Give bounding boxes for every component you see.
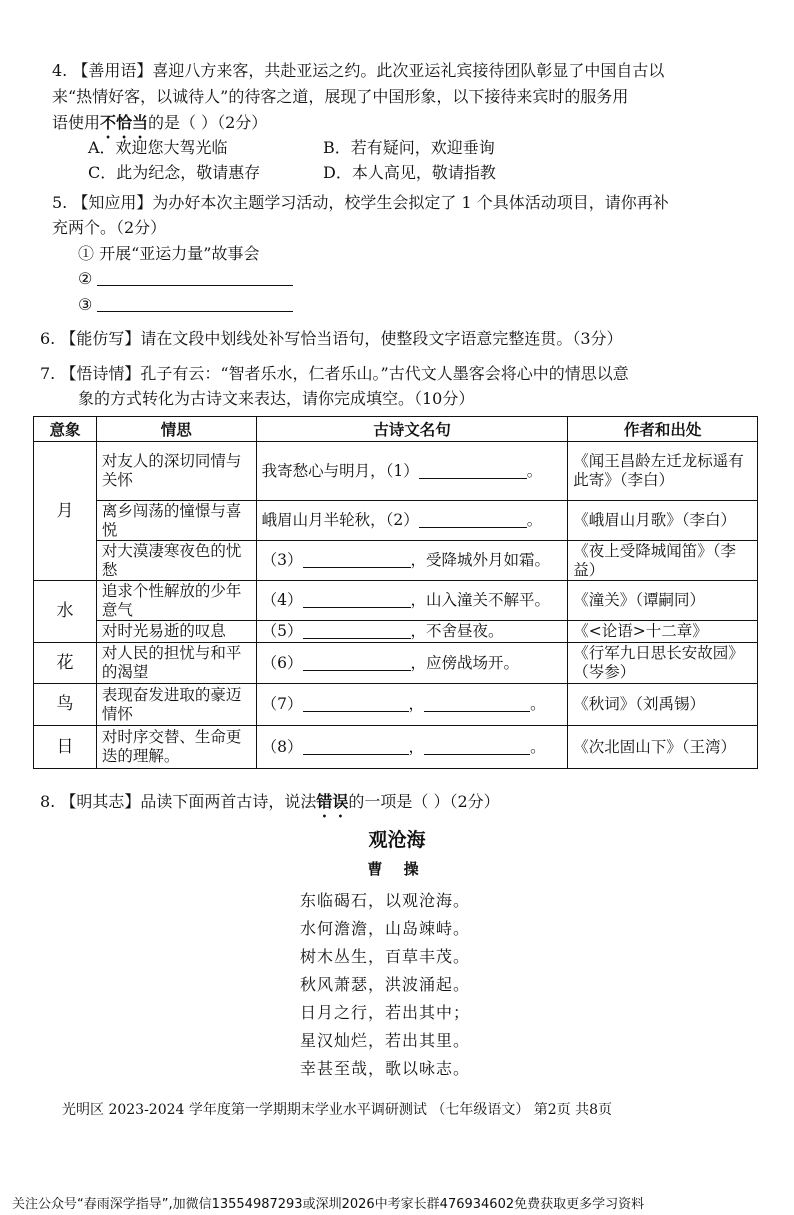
table-row [34,684,758,726]
verse-cell [256,643,568,684]
image-cell: 日 [34,726,97,769]
image-cell: 花 [34,643,97,684]
emotion-cell: 对人民的担忧与和平的渴望 [96,643,256,684]
verse-pre: （5） [261,622,303,640]
verse-mid: ， [408,695,425,713]
answer-blank-7a[interactable] [303,695,409,712]
verse-cell [256,442,568,501]
verse-cell [256,501,568,541]
verse-post: 。 [530,695,546,713]
q4-line3-pre: 语使用 [52,113,101,132]
answer-blank-4[interactable] [303,591,411,608]
emotion-cell: 对友人的深切同情与关怀 [96,442,256,501]
q7-table [33,416,758,769]
poem-author: 曹 操 [367,860,427,878]
answer-blank-8a[interactable] [303,738,409,755]
answer-blank-2[interactable] [419,511,527,528]
q8-text [40,789,500,821]
q5-item3-mark: ③ [78,295,93,314]
q5-item2 [78,267,293,288]
header-verse: 古诗文名句 [256,417,568,442]
answer-blank-5[interactable] [303,622,411,639]
verse-pre: （3） [261,551,303,569]
q4-emphasis: 不恰当 [100,113,149,132]
verse-pre: （7） [261,695,303,713]
emotion-cell: 对大漠凄寒夜色的忧愁 [96,541,256,581]
q7-table-header [34,417,758,442]
table-row [34,621,758,643]
answer-blank-7b[interactable] [424,695,530,712]
poem-line: 水何澹澹，山岛竦峙。 [300,919,471,938]
q5-item3-blank[interactable] [97,293,293,312]
verse-post: 。 [526,461,543,480]
verse-cell [256,541,568,581]
q5-line2: 充两个。（2分） [52,218,167,237]
image-cell: 鸟 [34,684,97,726]
poem-line: 幸甚至哉，歌以咏志。 [300,1059,471,1078]
emotion-cell: 对时光易逝的叹息 [96,621,256,643]
poem-line: 秋风萧瑟，洪波涌起。 [300,975,471,994]
answer-blank-3[interactable] [303,551,411,568]
table-row [34,442,758,501]
q5-item2-blank[interactable] [97,267,293,286]
verse-pre: 我寄愁心与明月，（1） [261,461,419,480]
source-cell: 《闻王昌龄左迁龙标遥有此寄》（李白） [568,442,758,501]
header-source: 作者和出处 [568,417,758,442]
poem-line: 东临碣石，以观沧海。 [300,891,471,910]
q5-item1: ① 开展“亚运力量”故事会 [78,244,260,263]
emotion-cell: 对时序交替、生命更迭的理解。 [96,726,256,769]
verse-pre: 峨眉山月半轮秋，（2） [261,511,419,529]
q4-line3-post: 的是（ ）（2分） [148,113,268,132]
q8-post: 的一项是（ ）（2分） [348,792,500,811]
answer-blank-8b[interactable] [424,738,530,755]
verse-cell [256,684,568,726]
image-cell: 月 [34,442,97,581]
poem-line: 日月之行，若出其中； [300,1003,471,1022]
q8-emphasis: 错误 [316,792,349,811]
verse-cell [256,726,568,769]
source-cell: 《秋词》（刘禹锡） [568,684,758,726]
table-row [34,643,758,684]
source-cell: 《<论语>十二章》 [568,621,758,643]
q4-option-c: C．此为纪念，敬请惠存 [88,163,261,182]
q4-option-d: D．本人高见，敬请指教 [323,163,496,182]
q6-text: 6. 【能仿写】请在文段中划线处补写恰当语句，使整段文字语意完整连贯。（3分） [40,329,623,348]
answer-blank-6[interactable] [303,654,411,671]
table-row [34,726,758,769]
page-footer: 光明区 2023-2024 学年度第一学期期末学业水平调研测试 （七年级语文） 第2页 共8页 [62,1102,613,1118]
verse-pre: （4） [261,591,303,609]
source-cell: 《行军九日思长安故园》（岑参） [568,643,758,684]
q7-line2: 象的方式转化为古诗文来表达，请你完成填空。（10分） [78,389,475,408]
source-cell: 《潼关》（谭嗣同） [568,581,758,621]
answer-blank-1[interactable] [419,462,527,479]
source-cell: 《次北固山下》（王湾） [568,726,758,769]
verse-post: 。 [526,511,543,529]
verse-pre: （6） [261,653,303,672]
q5-line1: 5. 【知应用】为办好本次主题学习活动，校学生会拟定了 1 个具体活动项目，请你再补 [52,193,669,212]
q4-option-b: B．若有疑问，欢迎垂询 [323,138,495,157]
verse-post: ，不舍昼夜。 [410,622,504,640]
image-cell: 水 [34,581,97,643]
verse-post: ，应傍战场开。 [410,653,520,672]
table-row [34,581,758,621]
poem-line: 星汉灿烂，若出其里。 [300,1031,471,1050]
q4-line1: 4. 【善用语】喜迎八方来客，共赴亚运之约。此次亚运礼宾接待团队彰显了中国自古以 [52,61,665,80]
q5-item2-mark: ② [78,269,93,288]
source-cell: 《夜上受降城闻笛》（李益） [568,541,758,581]
verse-post: 。 [530,737,546,756]
emotion-cell: 追求个性解放的少年意气 [96,581,256,621]
q5-item3 [78,293,293,314]
source-cell: 《峨眉山月歌》（李白） [568,501,758,541]
table-row [34,501,758,541]
verse-pre: （8） [261,737,303,756]
poem-line: 树木丛生，百草丰茂。 [300,947,471,966]
table-row [34,541,758,581]
poem-title: 观沧海 [368,829,426,851]
verse-cell [256,621,568,643]
verse-post: ，山入潼关不解平。 [410,591,551,609]
header-image: 意象 [34,417,97,442]
verse-cell [256,581,568,621]
q4-line2: 来“热情好客，以诚待人”的待客之道，展现了中国形象，以下接待来宾时的服务用 [52,87,629,106]
emotion-cell: 离乡闯荡的憧憬与喜悦 [96,501,256,541]
q4-option-a: A．欢迎您大驾光临 [88,138,228,157]
verse-mid: ， [408,737,425,756]
promo-text: 关注公众号“春雨深学指导”,加微信13554987293或深圳2026中考家长群476934602免费获取更多学习资料 [12,1197,645,1212]
header-emotion: 情思 [96,417,256,442]
q7-line1: 7. 【悟诗情】孔子有云：“智者乐水，仁者乐山。”古代文人墨客会将心中的情思以意 [40,364,629,383]
q8-pre: 8. 【明其志】品读下面两首古诗，说法 [40,792,317,811]
emotion-cell: 表现奋发进取的豪迈情怀 [96,684,256,726]
verse-post: ，受降城外月如霜。 [410,551,551,569]
